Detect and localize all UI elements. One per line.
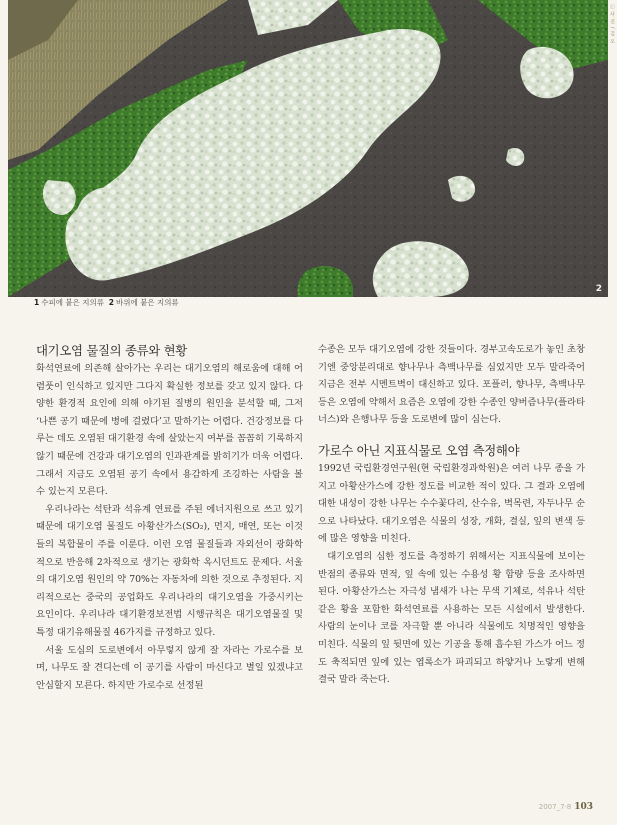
photo-number-label: 2	[595, 284, 602, 294]
photo-caption	[34, 297, 179, 308]
left-paragraph-2: 우리나라는 석탄과 석유계 연료를 주된 에너지원으로 쓰고 있기 때문에 대기오염 물질도 아황산가스(SO₂), 먼지, 매연, 또는 이것들의 복합물이 주를 이룬다. 이런 오염 물질들과 자외선이 광화학적으로 반응해 2차적으로 생기는 광화학 옥시던트도 문제다. 서울의 대기오염 원인의 약 70%는 자동차에 의한 것으로 추정된다. 지리적으로는 중국의 공업화도 우리나라의 대기오염을 가중시키는 요인이다. 우리나라 대기환경보전법 시행규칙은 대기오염물질 및 특정 대기유해물질 46가지를 규정하고 있다.	[36, 503, 303, 638]
caption-text-2: 바위에 붙은 지의류	[115, 298, 179, 307]
section-heading-pollutants: 대기오염 물질의 종류와 현황	[36, 343, 187, 358]
lichen-photo	[8, 0, 608, 297]
caption-number-1: 1	[34, 298, 40, 307]
right-paragraph-1: 수종은 모두 대기오염에 강한 것들이다. 경부고속도로가 놓인 초창기엔 중앙분리대로 향나무나 측백나무를 심었지만 모두 말라죽어 지금은 전부 시멘트벽이 대신하고 있다. 포플러, 향나무, 측백나무 등은 오염에 약해서 요즘은 오염에 강한 수종인 양버즘나무(플라타너스)와 은행나무 등을 도로변에 많이 심는다.	[318, 344, 585, 426]
section-heading-indicator-plants: 가로수 아닌 지표식물로 오염 측정해야	[318, 442, 520, 458]
caption-number-2: 2	[108, 298, 114, 307]
left-column	[36, 341, 303, 694]
page-number: 103	[574, 802, 593, 812]
right-column	[318, 341, 585, 689]
left-paragraph-1: 화석연료에 의존해 살아가는 우리는 대기오염의 해로움에 대해 어렴풋이 인식하고 있지만 그다지 확실한 정보를 갖고 있지 않다. 다양한 환경적 요인에 의해 야기된 질병의 원인을 분석할 때, 그저 ‘나쁜 공기 때문에 병에 걸렸다’고 말하기는 어렵다. 건강정보를 다루는 데도 오염된 대기환경 속에 살았는지 여부를 꼼꼼히 기록하지 않기 때문에 건강과 대기오염의 인과관계를 밝히기가 더욱 어렵다. 그래서 지금도 오염된 공기 속에서 용감하게 조깅하는 사람을 볼 수 있는지 모른다.	[36, 363, 303, 498]
left-paragraph-3: 서울 도심의 도로변에서 아무렇지 않게 잘 자라는 가로수를 보며, 나무도 잘 견디는데 이 공기를 사람이 마신다고 별일 있겠냐고 안심할지 모른다. 하지만 가로수로 선정된	[36, 644, 303, 691]
photo-credit-tag: ⓒ 사 진 / 김 오	[609, 4, 615, 45]
right-paragraph-3: 대기오염의 심한 정도를 측정하기 위해서는 지표식물에 보이는 반점의 종류와 면적, 잎 속에 있는 수용성 황 함량 등을 조사하면 된다. 아황산가스는 자극성 냄새가 나는 무색 기체로, 석유나 석탄 같은 황을 포함한 화석연료를 사용하는 모든 시설에서 발생한다. 사람의 눈이나 코를 자극할 뿐 아니라 식물에도 치명적인 영향을 미친다. 식물의 잎 뒷면에 있는 기공을 통해 흡수된 가스가 어느 정도 축적되면 잎에 있는 엽록소가 파괴되고 하얗거나 노랗게 변해 결국 말라 죽는다.	[318, 550, 585, 686]
page-footer	[539, 802, 593, 812]
right-paragraph-2: 1992년 국립환경연구원(현 국립환경과학원)은 여러 나무 종을 가지고 아황산가스에 강한 정도를 비교한 적이 있다. 그 결과 오염에 대한 내성이 강한 나무는 수수꽃다리, 산수유, 벽목련, 자두나무 순으로 나타났다. 대기오염은 식물의 성장, 개화, 결실, 잎의 변색 등에 많은 영향을 미친다.	[318, 462, 585, 545]
issue-label: 2007_7·8	[538, 803, 572, 811]
caption-text-1: 수피에 붙은 지의류	[41, 298, 104, 307]
